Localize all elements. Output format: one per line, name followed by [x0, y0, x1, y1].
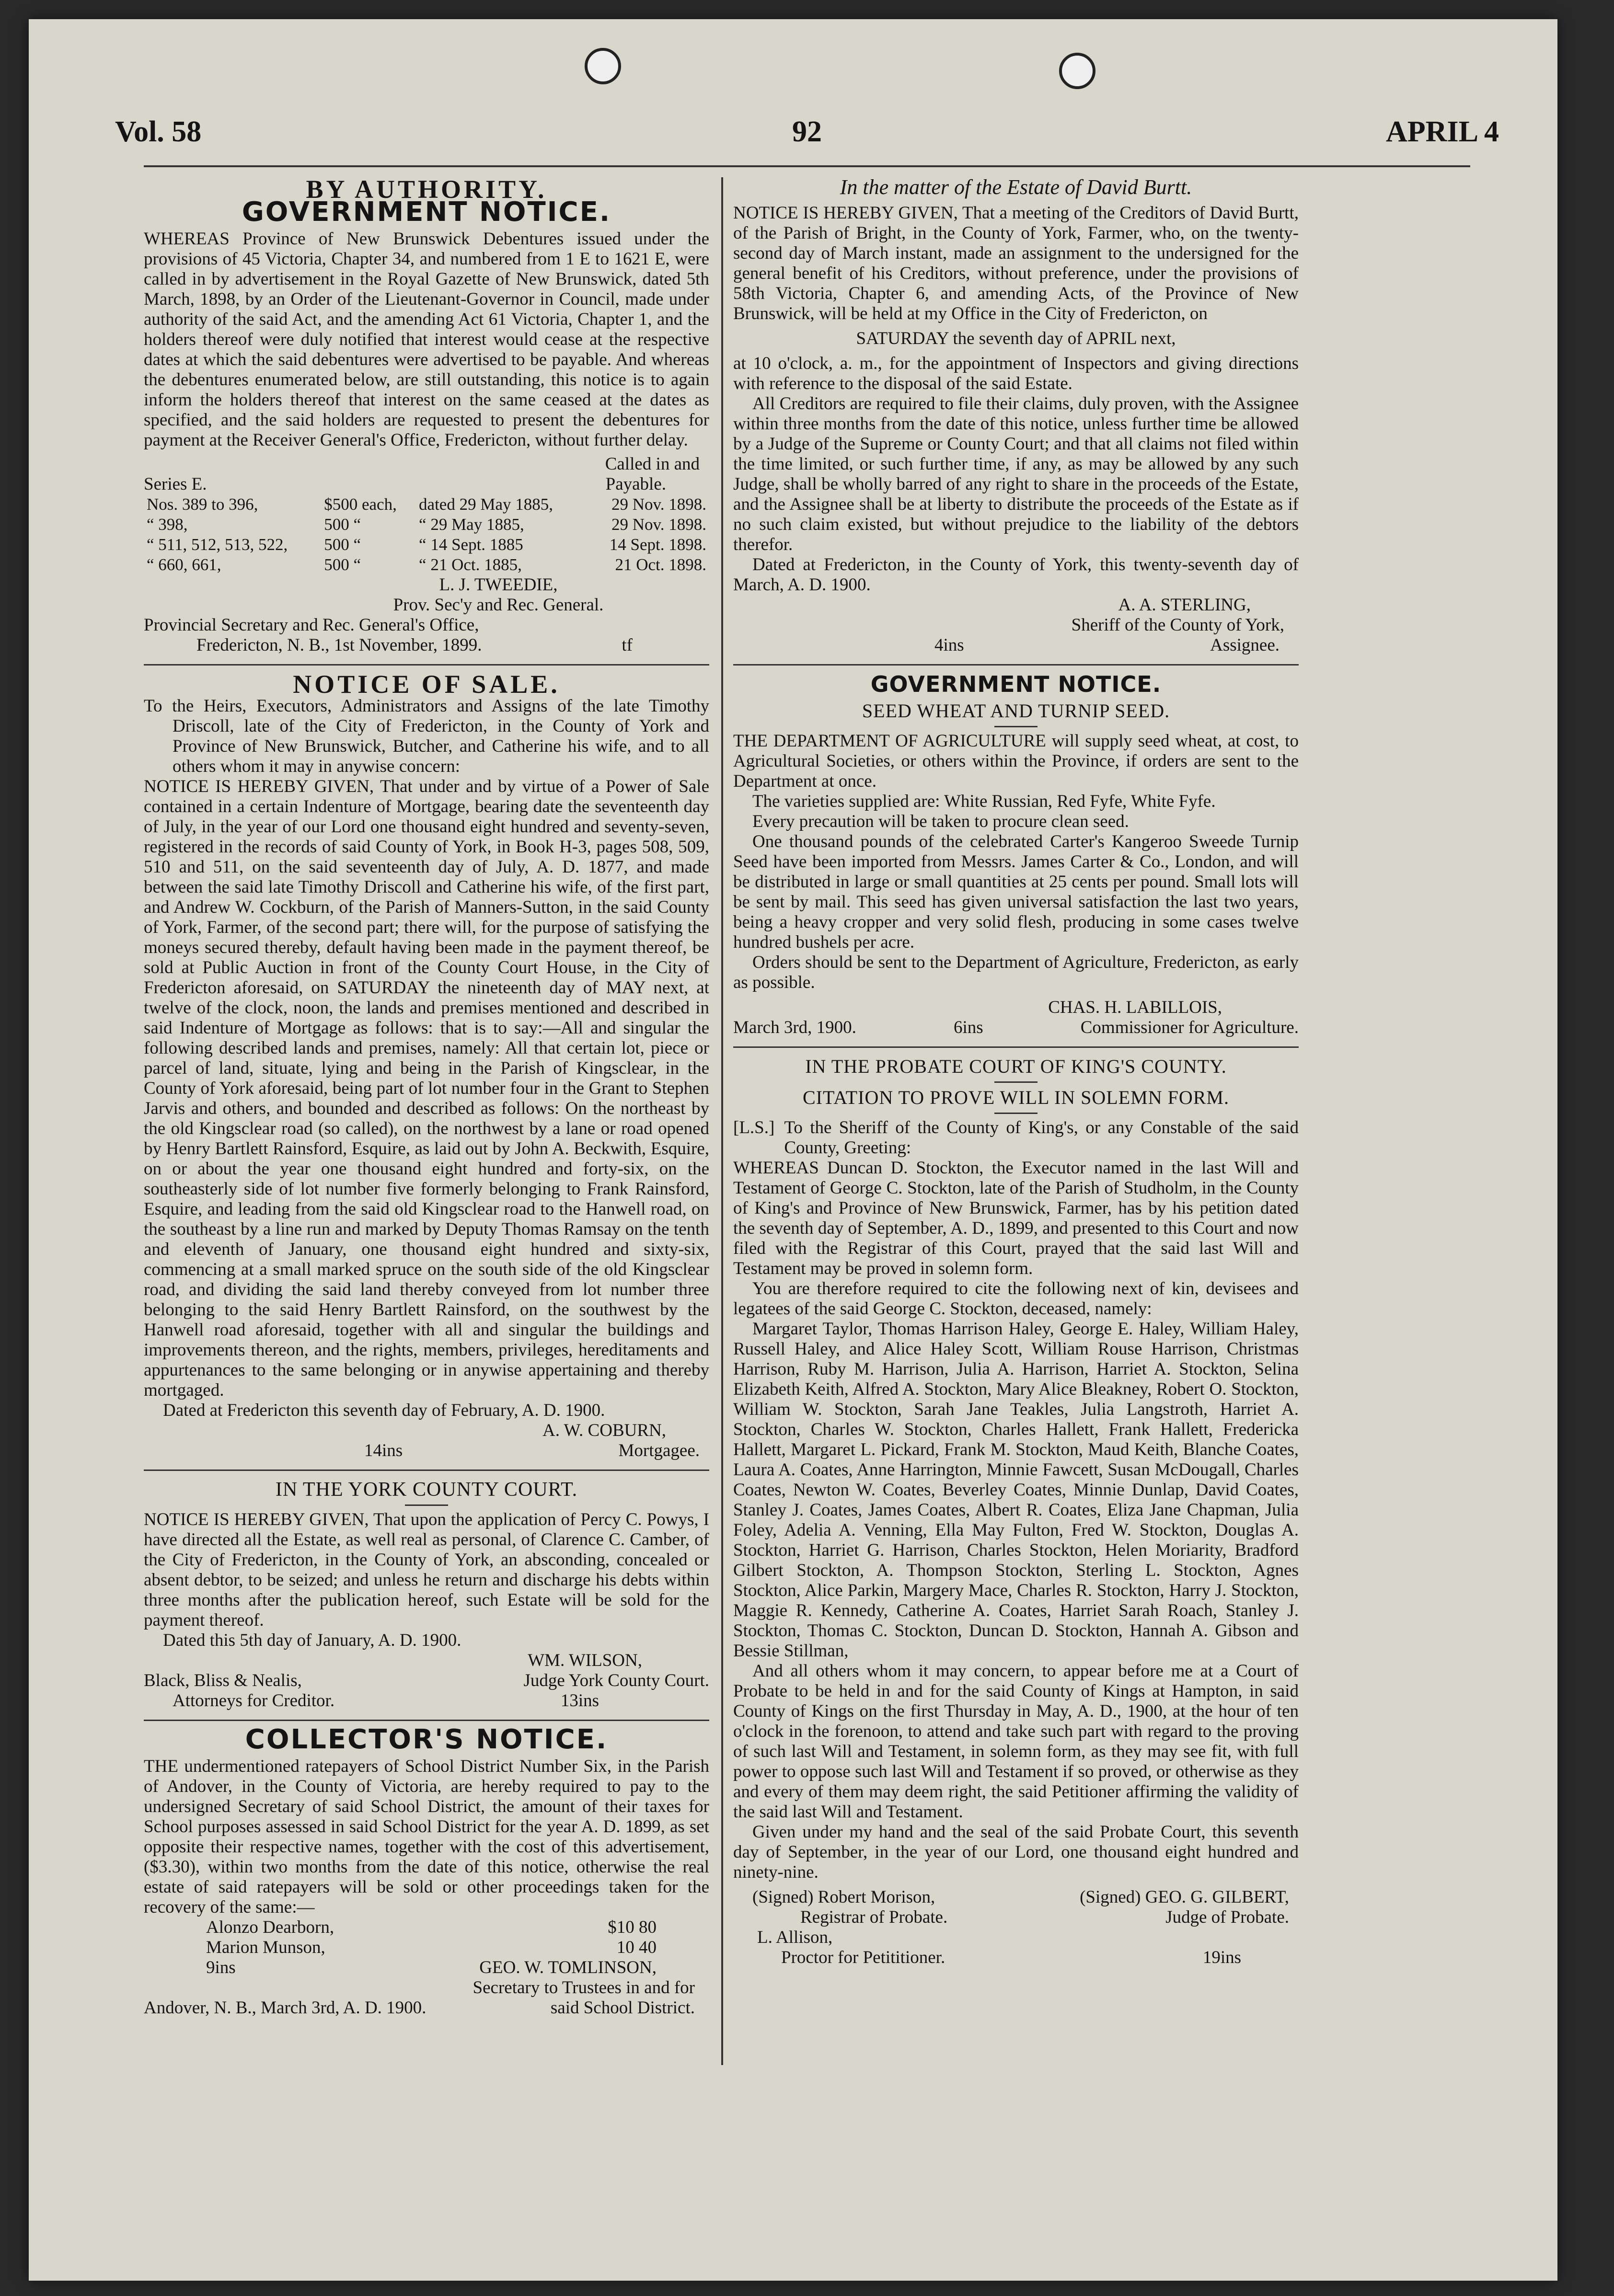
burtt-p3: All Creditors are required to file their claims, duly proven, with the Assignee within three months from the date of this notice, unless further time be allowed by a Judge of the Supreme or County Court; and that all claims not filed within the time limited, or such further time, if any, as may be allowed by any such Judge, shall be wholly barred of any right to share in the proceeds of the Estate, and the Assignee shall be at liberty to distribute the proceeds of the Estate as if no such claim existed, but without prejudice to the liability of the debtors therefor.: [733, 394, 1299, 554]
burtt-title: In the matter of the Estate of David Burtt.: [840, 175, 1192, 199]
york-firm-role: Attorneys for Creditor.: [173, 1691, 335, 1711]
collectors-notice: [144, 1724, 709, 2018]
page-number: 92: [792, 115, 822, 148]
notice-body: WHEREAS Province of New Brunswick Debentures issued under the provisions of 45 Victoria, Chapter 34, and numbered from 1 E to 1621 E, were called in by advertisement in the Royal Gazette of New Brunswick, dated 5th March, 1898, by an Order of the Lieutenant-Governor in Council, made under authority of the said Act, and the amending Act 61 Victoria, Chapter 1, and the holders thereof were duly notified that interest would cease at the respective dates at which the said debentures were advertised to be payable. And whereas the debentures enumerated below, are still outstanding, this notice is to again inform the holders thereof that interest on the same ceased at the dates as specified, and the said holders are requested to present the debentures for payment at the Receiver General's Office, Fredericton, without further delay.: [144, 229, 709, 450]
registrar-title: Registrar of Probate.: [800, 1907, 948, 1927]
probate-p2: You are therefore required to cite the following next of kin, devisees and legatees of the said George C. Stockton, deceased, namely:: [733, 1279, 1299, 1319]
right-column: [733, 177, 1299, 1968]
header-rule: [144, 165, 1470, 167]
seed-p5: Orders should be sent to the Department of Agriculture, Fredericton, as early as possible.: [733, 953, 1299, 992]
collector-district: said School District.: [550, 1998, 695, 2018]
proctor-name: L. Allison,: [757, 1928, 833, 1947]
debenture-table: [144, 494, 709, 575]
collector-ins: 9ins: [206, 1958, 236, 1977]
burtt-day: SATURDAY the seventh day of APRIL next,: [856, 329, 1176, 348]
york-body: NOTICE IS HEREBY GIVEN, That upon the application of Percy C. Powys, I have directed all the Estate, as well real as personal, of Clarence C. Camber, of the City of Fredericton, in the County of York, an absconding, concealed or absent debtor, to be seized; and unless he return and discharge his debts within three months after the publication hereof, such Estate will be sold for the payment thereof.: [144, 1510, 709, 1630]
called-in-label: Called in and: [605, 454, 700, 474]
page-header: [115, 115, 1499, 158]
issue-date: APRIL 4: [1386, 115, 1499, 148]
sale-address: To the Heirs, Executors, Administrators and Assigns of the late Timothy Driscoll, late of the City of Fredericton, in the County of York and Province of New Brunswick, Butcher, and Catherine his wife, and to all others whom it may in anywise concern:: [144, 696, 709, 776]
by-authority-heading: BY AUTHORITY.: [306, 175, 547, 204]
table-row: Nos. 389 to 396, $500 each, dated 29 May 1885, 29 Nov. 1898.: [147, 495, 706, 514]
burtt-p4: Dated at Fredericton, in the County of York, this twenty-seventh day of March, A. D. 1900.: [733, 555, 1299, 595]
probate-address: To the Sheriff of the County of King's, or any Constable of the said County, Greeting:: [784, 1118, 1299, 1158]
probate-court-citation: [733, 1056, 1299, 1968]
table-row: “ 511, 512, 513, 522, 500 “ “ 14 Sept. 1885 14 Sept. 1898.: [147, 535, 706, 554]
seal-mark: [L.S.]: [733, 1118, 775, 1137]
seed-p1: THE DEPARTMENT OF AGRICULTURE will supply seed wheat, at cost, to Agricultural Societies, or others within the Province, if orders are sent to the Department at once.: [733, 731, 1299, 791]
burtt-ins: 4ins: [934, 635, 964, 655]
probate-p3: Margaret Taylor, Thomas Harrison Haley, George E. Haley, William Haley, Russell Haley, and Alice Haley Scott, William Rouse Harrison, Christmas Harrison, Ruby M. Harrison, Julia A. Harrison, Harriet A. Stockton, Selina Elizabeth Keith, Alfred A. Stockton, Mary Alice Bleakney, Robert O. Stockton, William W. Stockton, Sarah Jane Teakles, Julia Langstroth, Harriet A. Stockton, Charles W. Stockton, Charles Hallett, Frank Hallett, Fredericka Hallett, Margaret L. Pickard, Frank M. Stockton, Maud Keith, Blanche Coates, Laura A. Coates, Anne Harrington, Minnie Fawcett, Susan McDougall, Charles Coates, Newton W. Coates, Beverley Coates, Minnie Dunlap, David Coates, Stanley J. Coates, James Coates, Albert R. Coates, Eliza Jane Chapman, Julia Foley, Adelia A. Venning, Ella May Fulton, Fred W. Stockton, Douglas A. Stockton, Harriet G. Harrison, Charles Stockton, Helen Moriarity, Bradford Gilbert Stockton, A. Thompson Stockton, Sterling L. Stockton, Agnes Stockton, Alice Parkin, Margery Mace, Charles R. Stockton, Harry J. Stockton, Maggie R. Kennedy, Catherine A. Coates, Harriet Sarah Roach, Stanley J. Stockton, Thomas C. Stockton, Duncan D. Stockton, Hannah A. Gibson and Bessie Stillman,: [733, 1319, 1299, 1661]
york-dated: Dated this 5th day of January, A. D. 1900.: [163, 1630, 461, 1650]
sale-signer: A. W. COBURN,: [542, 1421, 666, 1440]
probate-p5: Given under my hand and the seal of the said Probate Court, this seventh day of September, in the year of our Lord, one thousand eight hundred and ninety-nine.: [733, 1822, 1299, 1882]
divider: [733, 1046, 1299, 1048]
sale-body: NOTICE IS HEREBY GIVEN, That under and by virtue of a Power of Sale contained in a certain Indenture of Mortgage, bearing date the seventeenth day of July, in the year of our Lord one thousand eight hundred and seventy-seven, registered in the records of said County of York, in Book H-3, pages 508, 509, 510 and 511, on the said seventeenth day of July, A. D. 1877, and made between the said late Timothy Driscoll and Catherine his wife, of the first part, and Andrew W. Cockburn, of the Parish of Manners-Sutton, in the said County of York, Farmer, of the second part; there will, for the purpose of satisfying the moneys secured thereby, default having been made in the payment thereof, be sold at Public Auction in front of the County Court House, in the City of Fredericton aforesaid, on SATURDAY the nineteenth day of MAY next, at twelve of the clock, noon, the lands and premises mentioned and described in said Indenture of Mortgage as follows: that is to say:—All and singular the following described lands and premises, namely: All that certain lot, piece or parcel of land, situate, lying and being in the Parish of Kingsclear, in the County of York aforesaid, being part of lot number four in the Grant to Stephen Jarvis and others, and bounded and described as follows: On the northeast by the old Kingsclear road (so called), on the northwest by a lane or road opened by Henry Bartlett Rainsford, Esquire, as laid out by John A. Beckwith, Esquire, on or about the year one thousand eight hundred and forty-six, on the southeasterly side of lot number five formerly belonging to Frank Rainsford, Esquire, and leading from the said old Kingsclear road to the Hanwell road, on the southeast by a line run and marked by Deputy Thomas Ramsay on the tenth and eleventh of January, one thousand eight hundred and sixty-six, commencing at a small marked spruce on the south side of the old Kingsclear road, and dividing the said land thereby conveyed from lot number three belonging to the said Henry Bartlett Rainsford, on the southwest by the Hanwell road aforesaid, together with all and singular the buildings and improvements thereon, and the rights, members, privileges, hereditaments and appurtenances to the same belonging or in anywise appertaining and thereby mortgaged.: [144, 777, 709, 1400]
collector-body: THE undermentioned ratepayers of School District Number Six, in the Parish of Andover, in the County of Victoria, are hereby required to pay to the undersigned Secretary of said School District, the amount of their taxes for School purposes assessed in said School District for the year A. D. 1899, as set opposite their respective names, together with the cost of this advertisement, ($3.30), within two months from the date of this notice, otherwise the real estate of said ratepayers will be sold or other proceedings taken for the recovery of the same:—: [144, 1756, 709, 1917]
column-rule: [721, 177, 723, 2065]
burtt-p1: NOTICE IS HEREBY GIVEN, That a meeting of the Creditors of David Burtt, of the Parish of Bright, in the County of York, Farmer, who, on the twenty-second day of March instant, made an assignment to the undersigned for the general benefit of his Creditors, without preference, under the provisions of 58th Victoria, Chapter 6, and amending Acts, of the Province of New Brunswick, will be held at my Office in the City of Fredericton, on: [733, 203, 1299, 323]
payable-label: Payable.: [605, 474, 666, 494]
registrar-signature: (Signed) Robert Morison,: [752, 1887, 935, 1907]
list-item: Marion Munson, 10 40: [206, 1938, 657, 1957]
list-item: Alonzo Dearborn, $10 80: [206, 1917, 657, 1937]
sale-dated: Dated at Fredericton this seventh day of February, A. D. 1900.: [163, 1401, 605, 1420]
york-signer-title: Judge York County Court.: [523, 1671, 709, 1690]
seed-p4: One thousand pounds of the celebrated Carter's Kangeroo Sweede Turnip Seed have been imported from Messrs. James Carter & Co., London, and will be distributed in large or small quantities at 25 cents per pound. Small lots will be sent by mail. This seed has given universal satisfaction the last two years, being a heavy cropper and very solid flesh, producing in some cases twelve hundred bushels per acre.: [733, 832, 1299, 952]
seed-subtitle: SEED WHEAT AND TURNIP SEED.: [862, 700, 1170, 722]
probate-ins: 19ins: [1202, 1948, 1241, 1967]
seed-p2: The varieties supplied are: White Russian, Red Fyfe, White Fyfe.: [752, 792, 1216, 811]
burtt-role: Assignee.: [1210, 635, 1280, 655]
burtt-p2: at 10 o'clock, a. m., for the appointment of Inspectors and giving directions with reference to the disposal of the said Estate.: [733, 354, 1299, 393]
judge-title: Judge of Probate.: [1165, 1907, 1289, 1927]
burtt-estate-notice: [733, 177, 1299, 655]
volume-label: Vol. 58: [115, 115, 202, 148]
probate-p4: And all others whom it may concern, to appear before me at a Court of Probate to be held in and for the said County of Kings at Hampton, in said County of Kings on the first Thursday in May, A. D., 1900, at the hour of ten o'clock in the forenoon, to attend and take such part with regard to the proving of such last Will and Testament, in solemn form, as they may see fit, with full power to oppose such last Will and Testament if so proved, or otherwise as they and every of them may deem right, the said Petitioner affirming the validity of the said last Will and Testament.: [733, 1661, 1299, 1822]
binding-hole-icon: [1059, 53, 1095, 89]
judge-signature: (Signed) GEO. G. GILBERT,: [1080, 1887, 1289, 1907]
seed-date: March 3rd, 1900.: [733, 1018, 856, 1037]
binding-hole-icon: [585, 48, 621, 84]
signer-name: L. J. TWEEDIE,: [439, 575, 558, 595]
government-notice-debentures: [144, 175, 709, 655]
series-label: Series E.: [144, 474, 207, 494]
collector-title: COLLECTOR'S NOTICE.: [245, 1724, 608, 1755]
divider: [733, 664, 1299, 666]
sale-ins: 14ins: [364, 1441, 403, 1460]
collector-place-date: Andover, N. B., March 3rd, A. D. 1900.: [144, 1998, 427, 2018]
seed-p3: Every precaution will be taken to procure clean seed.: [752, 812, 1129, 831]
table-row: “ 398, 500 “ “ 29 May 1885, 29 Nov. 1898.: [147, 515, 706, 534]
divider: [144, 664, 709, 666]
burtt-signer-title: Sheriff of the County of York,: [1071, 615, 1284, 635]
sale-title: NOTICE OF SALE.: [293, 670, 560, 699]
tf-mark: tf: [622, 635, 633, 655]
york-signer: WM. WILSON,: [528, 1651, 642, 1670]
probate-subtitle: CITATION TO PROVE WILL IN SOLEMN FORM.: [803, 1087, 1229, 1108]
table-row: “ 660, 661, 500 “ “ 21 Oct. 1885, 21 Oct. 1898.: [147, 555, 706, 574]
york-county-court-notice: [144, 1480, 709, 1711]
burtt-signer: A. A. STERLING,: [1118, 595, 1251, 615]
left-column: [144, 177, 709, 2018]
seed-ins: 6ins: [953, 1018, 983, 1037]
collector-signer: GEO. W. TOMLINSON,: [479, 1958, 657, 1977]
york-title: IN THE YORK COUNTY COURT.: [275, 1479, 578, 1501]
york-ins: 13ins: [560, 1691, 599, 1711]
office-date: Fredericton, N. B., 1st November, 1899.: [196, 635, 482, 655]
probate-p1: WHEREAS Duncan D. Stockton, the Executor named in the last Will and Testament of George C. Stockton, late of the Parish of Studholm, in the County of King's and Province of New Brunswick, Farmer, has by his petition dated the seventh day of September, A. D., 1899, and presented to this Court and now filed with the Registrar of this Court, prayed that the said last Will and Testament may be proved in solemn form.: [733, 1158, 1299, 1278]
notice-of-sale: [144, 670, 709, 1461]
probate-title: IN THE PROBATE COURT OF KING'S COUNTY.: [805, 1056, 1227, 1077]
collector-signer-title: Secretary to Trustees in and for: [473, 1978, 695, 1998]
proctor-title: Proctor for Petititioner.: [781, 1948, 945, 1967]
sale-role: Mortgagee.: [618, 1441, 700, 1460]
office-line: Provincial Secretary and Rec. General's Office,: [144, 615, 479, 635]
notice-title: GOVERNMENT NOTICE.: [242, 196, 611, 228]
seed-signer: CHAS. H. LABILLOIS,: [1048, 998, 1222, 1017]
signer-title: Prov. Sec'y and Rec. General.: [393, 595, 604, 615]
seed-government-notice: [733, 671, 1299, 1038]
divider: [144, 1469, 709, 1471]
seed-title: GOVERNMENT NOTICE.: [870, 671, 1162, 697]
divider: [144, 1720, 709, 1721]
york-firm: Black, Bliss & Nealis,: [144, 1671, 302, 1690]
seed-signer-title: Commissioner for Agriculture.: [1080, 1018, 1299, 1037]
